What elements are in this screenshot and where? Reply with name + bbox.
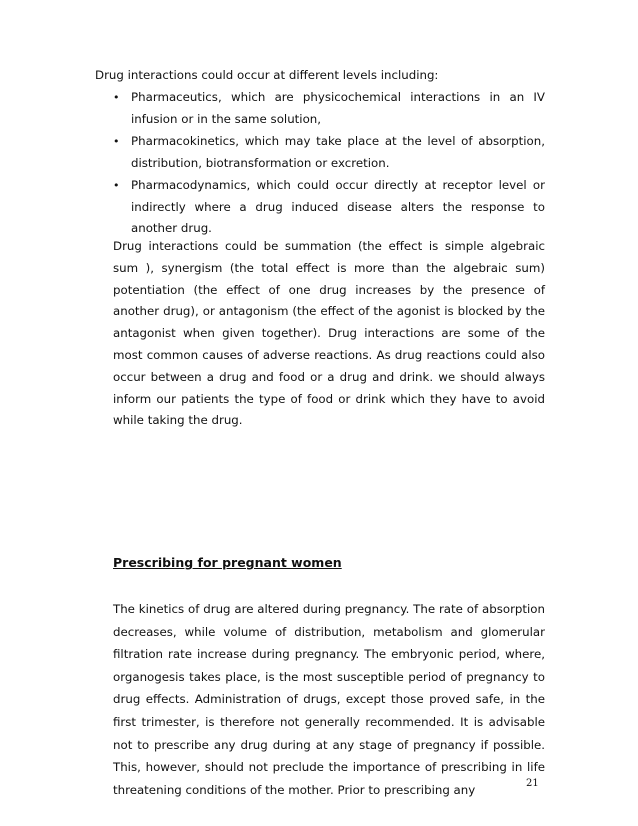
page-number: 21 xyxy=(526,778,539,789)
pregnancy-paragraph: The kinetics of drug are altered during pregnancy. The rate of absorption decreases, while volume of distribution, metabolism and glomerular filtration rate increase during pregnancy. The embryonic period, where, organogesis takes place, is the most susceptible period of pregnancy to drug effects. Administration of drugs, except those proved safe, in the first trimester, is therefore not generally recommended. It is advisable not to prescribe any drug during at any stage of pregnancy if possible. This, however, should not preclude the importance of prescribing in life threatening conditions of the mother. Prior to prescribing any xyxy=(113,602,545,797)
bullet-icon: • xyxy=(113,179,120,192)
bullet-icon: • xyxy=(113,135,120,148)
list-item xyxy=(95,175,545,240)
section-heading: Prescribing for pregnant women xyxy=(113,555,342,570)
intro-sentence: Drug interactions could occur at different levels including: xyxy=(95,68,439,82)
bullet-icon: • xyxy=(113,91,120,104)
interaction-types-paragraph: Drug interactions could be summation (the effect is simple algebraic sum ), synergism (the total effect is more than the algebraic sum) potentiation (the effect of one drug increases by the presence of another drug), or antagonism (the effect of the agonist is blocked by the antagonist when given together). Drug interactions are some of the most common causes of adverse reactions. As drug reactions could also occur between a drug and food or a drug and drink. we should always inform our patients the type of food or drink which they have to avoid while taking the drug. xyxy=(113,239,545,428)
list-item-text: Pharmacokinetics, which may take place at the level of absorption, distribution, biotransformation or excretion. xyxy=(131,134,545,170)
list-item-text: Pharmacodynamics, which could occur directly at receptor level or indirectly where a drug induced disease alters the response to another drug. xyxy=(131,178,545,235)
list-item xyxy=(95,87,545,130)
list-item-text: Pharmaceutics, which are physicochemical interactions in an IV infusion or in the same solution, xyxy=(131,90,545,126)
interaction-levels-list xyxy=(95,87,555,241)
list-item xyxy=(95,131,545,174)
